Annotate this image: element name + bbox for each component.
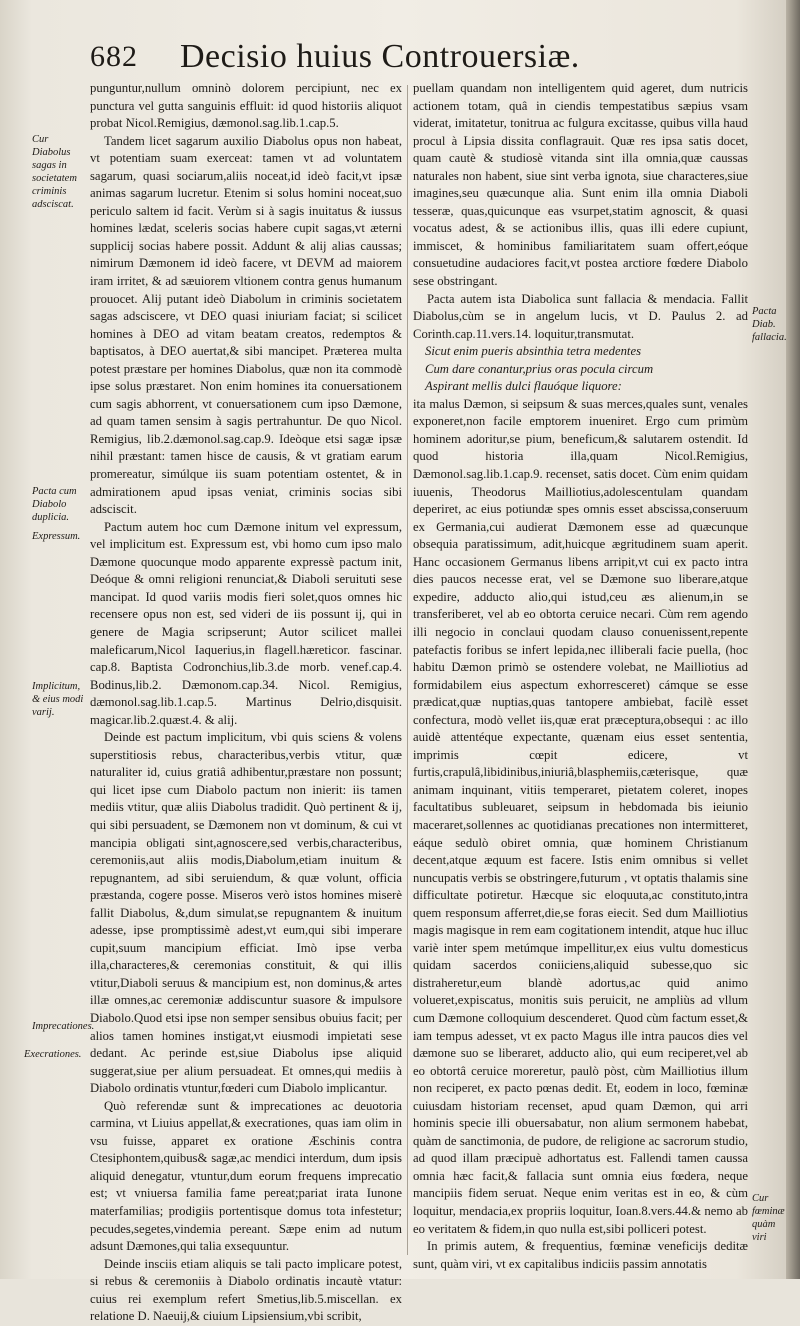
right-column <box>413 80 748 1273</box>
paragraph: punguntur,nullum omninò dolorem percipiunt, nec ex punctura vel gutta sanguinis effluit: id quod historiis aliquot probat Nicol.Remigius, dæmonol.sag.lib.1.cap.5. <box>90 81 402 131</box>
verse-line: Cum dare conantur,prius oras pocula circum <box>425 361 654 376</box>
paragraph: Tandem licet sagarum auxilio Diabolus opus non habeat, vt potentiam suam exerceat: tamen vt ad voluntatem sagarum, quasi sociarum,aliis noceat,id ideò facit,vt ipsæ animas sagarum lucretur. Etenim si solus homini noceat,suo periculo saltem id facit. Verùm si à sagis inuitatus & iussus homines lædat, sceleris socias habere cupit sagas,vt æterni supplicij socias habere possit. Addunt & alij alias caussas; nimirum Dæmonem id ideò facere, vt DEVM ad maiorem iram irritet, & ad sæuiorem vltionem contra genus humanum prouocet. Alij putant ideò Diabolum in criminis societatem sagas adsciscere, vt DEO quasi iniuriam faciat; si scilicet homines à DEO ad vitam beatam creatos, redemptos & baptisatos, à DEO auertat,& sibi mancipet. Præterea multa potest præstare per homines Diabolus, quæ non ita commodè ipse solus præstaret. Non enim homines ita conuersationem cum sagis abhorrent, vt conuersationem cum ipso Dæmone, ad quam tamen sensim à sagis pertrahuntur. De quo Nicol. Remigius, lib.2.dæmonol.sag.cap.9. Ideòque etsi sagæ ipsæ nihil præstant: tamen hisce de causis, & vt gratiam earum promereatur, simúlque iis suam potentiam ostentet, & in admirationem apud ipsas veniat, criminis socias sibi adsciscit. <box>90 133 402 517</box>
paragraph: Pactum autem hoc cum Dæmone initum vel expressum, vel implicitum est. Expressum est, vbi homo cum ipso malo Dæmone quocunque modo apparente expressè pactum init, Deóque & omni religioni renunciat,& Diaboli seruituti sese mancipat. Id quod variis modis fieri solet,quos omnes hic recensere opus non est, sed videri de iis possunt ij, qui in genere de Magia scripserunt; Autor scilicet mallei maleficarum,Nicol Iaquerius,in flagell.hæreticor. fascinar. cap.8. Baptista Codronchius,lib.3.de morb. venef.cap.4. Bodinus,lib.2. Dæmonom.cap.34. Nicol. Remigius, dæmonol.sag.lib.1.cap.5. Martinus Delrio,disquisit. magicar.lib.2.quæst.4. & alij. <box>90 519 402 727</box>
book-spine-edge <box>786 0 800 1279</box>
margin-note-expressum: Expressum. <box>32 531 81 542</box>
column-divider <box>407 85 408 1255</box>
margin-note-imprecationes: Imprecationes. <box>32 1021 95 1032</box>
paragraph: Deinde insciis etiam aliquis se tali pacto implicare potest, si rebus & ceremoniis à Diabolo ordinatis incautè vtatur: cuius rei exemplum refert Smetius,lib.5.miscellan. ex relatione D. Naeuij,& ciuium Lipsiensium,vbi scribit, <box>90 1256 402 1324</box>
page-number: 682 <box>90 40 138 73</box>
running-title: Decisio huius Controuersiæ. <box>180 38 580 75</box>
margin-note-execrationes: Execrationes. <box>24 1049 82 1060</box>
verse-line: Sicut enim pueris absinthia tetra medentes <box>425 344 642 359</box>
paragraph: Quò referendæ sunt & imprecationes ac deuotoria carmina, vt Liuius appellat,& execrationes, quas iam olim in vsu fuisse, apparet ex oratione Æschinis contra Ctesiphontem,quibus& sagæ,ac mendici interdum, dum ipsis aliquid denegatur, vtuntur,dum eorum frequens imprecatio est; vt vniuersa familia fame pereat;pariat irata Iunone materfamilias; prodigiis portentisque domus tota infestetur; pecudes,segetes,vindemia pereant. Sæpe enim ad nutum adsunt Dæmones,qui talia exsequuntur. <box>90 1098 402 1254</box>
margin-note-implicitum: Implicitum, & eius modi varij. <box>32 681 84 718</box>
left-column <box>90 80 402 1326</box>
margin-note-cur-feminae: Cur fœminæ quàm viri <box>752 1193 785 1243</box>
margin-note-cur-diabolus: Cur Diabolus sagas in societatem criminis adsciscat. <box>32 134 77 210</box>
paragraph: puellam quandam non intelligentem quid ageret, dum nutricis actionem totam, quâ in ciendis tempestatibus sæpius vsam viderat, imitatetur, tonitrua ac fulgura excitasse, quibus villa haud procul à Lipsia dissita conflagrauit. Quæ res ipsa satis docet, quam cautè & studiosè vitanda sint illa omnia,quæ caussas naturales non habent, siue sint verba ignota, siue characteres,siue imagines,seu quæcunque alia. Sunt enim illa omnia Diaboli tesseræ, quas,quicunque eas vsurpet,statim agnoscit, & quasi vocatus adest, & se actionibus illis, quas illi edere cupiunt, immiscet, & hominibus familiaritatem suam offert,eóque consuetudine audaciores facit,vt postea arctiore fœdere Diabolo sese obstringant. <box>413 81 748 289</box>
paragraph: Pacta autem ista Diabolica sunt fallacia & mendacia. Fallit Diabolus,cùm se in angelum lucis, vt D. Paulus 2. ad Corinth.cap.11.vers.14. loquitur,transmutat. <box>413 291 748 341</box>
verse-line: Aspirant mellis dulci flauóque liquore: <box>425 379 622 394</box>
paragraph: Deinde est pactum implicitum, vbi quis sciens & volens superstitiosis rebus, characteribus,verbis vtitur, quæ naturaliter id, cuius gratiâ adhibentur,præstare non possunt; qui licet ipse cum Diabolo pactum non inierit: iis tamen mediis vtitur, quæ aliis Diabolus tradidit. Quò pertinent & ij, qui sibi persuadent, se Dæmonem non vt dominum, & cui vt mancipia obligati sint,agnoscere,sed verbis,characteribus, ceremoniis,aut aliis modis,Diabolum,etiam inuitum & repugnantem, ad sibi seruiendum, & quæ volunt, officia præstanda, cogere posse. Miseros verò istos homines miserè fallit Diabolus, &,dum simulat,se repugnantem & inuitum adesse, ipse promptissimè adest,vt eum,qui sibi imperare cupit,suum mancipium efficiat. Imò ipse verba illa,characteres,& ceremonias constituit, & qui illis vtitur,Diaboli seruus & mancipium est, non dominus,& artes illæ omnes,ac ceremoniæ addiscuntur suasore & impulsore Diabolo.Quod etsi ipse non semper sensibus obuius facit; per alios tamen homines instigat,vt eiusmodi impietati sese dedant. Ac perinde est,siue Diabolus ipse aliquid suggerat,siue per alium persuadeat. Et omnes,qui mediis à Diabolo ordinatis vtuntur,fœderi cum Diabolo implicantur. <box>90 730 402 1096</box>
margin-note-pacta: Pacta cum Diabolo duplicia. <box>32 486 77 523</box>
paragraph: In primis autem, & frequentius, fœminæ veneficijs deditæ sunt, quàm viri, vt ex capitalibus indiciis passim annotatis <box>413 1239 748 1271</box>
page-header <box>90 40 750 80</box>
paragraph: ita malus Dæmon, si seipsum & suas merces,quales sunt, venales exponeret,non facile emptorem inueniret. Ergo cum primùm hominem adoritur,se pium, beneficum,& salutarem ostendit. Id quod historia illa,quam Nicol.Remigius, Dæmonol.sag.lib.1.cap.9. recenset, satis docet. Cùm enim quidam iuuenis, Theodorus Mailliotius,adolescentulam quandam deperiret, ac eius potiundæ spes omnis esset abscissa,conseruum ex Germania,cui audierat Dæmonem esse ad quæcunque obsequia paratissimum, adit,huicque ægritudinem suam aperit. Hanc occasionem Germanus libens arripit,vt cui ex pacto intra dies paucos necesse erat, vel se Dæmone suo liberare,atque expedire, adducto alio,qui istud,ceu æs alienum,in se transferiberet, vel ab eo obtorta ceruice necari. Cùm rem agendo illi negocio in conclaui quodam clauso conuenissent,repente patefactis foribus se infert lepida,nec illiberali facie puella, (hoc habitu Dæmon primò se ostendere volebat, ne Mailliotius ad formidabilem eius aspectum exhorresceret) cámque se esse prædicat,quæ nuptias,quas tantopere ambiebat, facilè esset confectura, modò vellet iis,quæ erat præceptura,obsequi : ac illo auidè attentéque expectante, quænam eius esset sententia, imprimis cœpit edicere, vt furtis,crapulâ,libidinibus,iniuriâ,blasphemiis,cæterisque, quæ animam inquinant, vitiis temperaret, pietatem coleret, inopes facultatibus subleuaret, seipsum in hebdomada bis ieiunio maceraret,sollennes ac quotidianas precationes non intermitteret, eáque sedulò obiret omnia, quæ hominem Christianum decent,atque æquum est facere. Istis enim omnibus si vellet nuncupatis verbis se obstringere,futurum , vt optatis thalamis sine difficultate potiretur. Hæcque sic eloquuta,ac constituto,intra quem responsum afferret,die,se foras eiecit. Sed dum Mailliotius magis magisque in rem eam cogitationem intendit, atque huc illuc variè inter spem metúmque impellitur,ex eius vultu domesticus quidam sacerdos coniiciens,aliquid subesse,quo sic distraheretur,eum blandè adortus,ac quid animo volueret,expiscatus, monitis suis peruicit, ne ampliùs ad vllum cum Dæmone colloquium descenderet. Quod cùm factum esset,& iam tempus adesset, vt ex pacto Magus ille intra paucos dies vel dæmone suo se liberaret, adducto alio, qui eum reciperet,vel ab eo obtortâ ceruice moreretur, paulò pòst, cùm Mailliotius illum non reciperet, ex pacto pœnas dedit. Et, eodem in loco, fœminæ cuiusdam historiam recenset, apud quam Dæmon, qui arri hominis specie illi obuersabatur, non alium sermonem habebat, quàm de sanctimonia, de pudore, de religione ac sacrorum studio, ad quod illam præcipuè adhortatus est. Fallendi tamen caussa omnia hæc facit,& fallacia sunt omnia eius fœdera, neque mancipiis fidem seruat. Neque enim veritas est in eo, & cùm loquitur, mendacia,ex propriis loquitur, Ioan.8.vers.44.& nemo ab eo veritatem & fidem,in quo nulla est,sibi polliceri potest. <box>413 396 748 1236</box>
margin-note-pacta-fallacia: Pacta Diab. fallacia. <box>752 306 787 343</box>
